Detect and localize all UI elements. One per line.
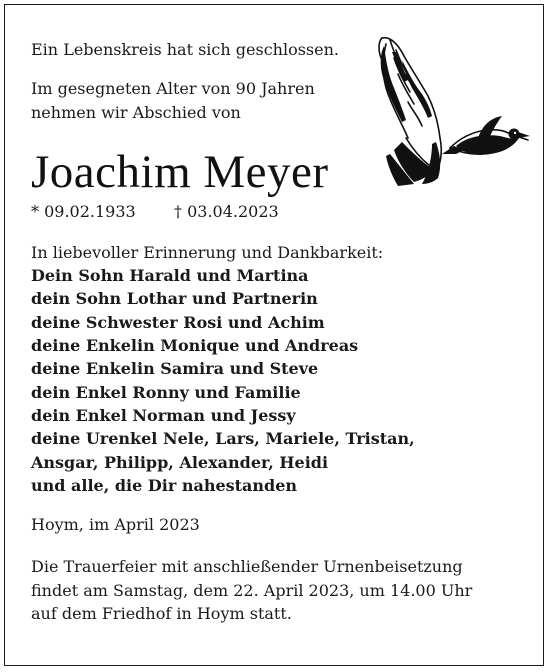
family-line: dein Sohn Lothar und Partnerin [31,289,318,309]
family-line: und alle, die Dir nahestanden [31,475,298,495]
obituary-content [31,38,521,625]
family-line: deine Enkelin Monique und Andreas [31,336,359,356]
age-line-2: nehmen wir Abschied von [31,102,241,122]
family-line: deine Schwester Rosi und Achim [31,312,325,332]
family-line: deine Enkelin Samira und Steve [31,359,319,379]
death-date: † 03.04.2023 [174,201,279,221]
family-line: dein Enkel Norman und Jessy [31,405,296,425]
age-announcement [31,77,521,124]
place-date: Hoym, im April 2023 [31,515,200,535]
ceremony-line-2: findet am Samstag, dem 22. April 2023, um 14.00 Uhr [31,580,473,600]
family-line: deine Urenkel Nele, Lars, Mariele, Tristan, [31,429,415,449]
memory-heading: In liebevoller Erinnerung und Dankbarkeit: [31,242,384,262]
family-line: Dein Sohn Harald und Martina [31,266,309,286]
ceremony-info [31,555,521,625]
family-list [31,264,521,497]
age-line-1: Im gesegneten Alter von 90 Jahren [31,79,315,99]
life-dates [31,202,521,222]
intro-text: Ein Lebenskreis hat sich geschlossen. [31,40,339,59]
ceremony-line-1: Die Trauerfeier mit anschließender Urnenbeisetzung [31,557,463,577]
family-line: dein Enkel Ronny und Familie [31,382,301,402]
family-line: Ansgar, Philipp, Alexander, Heidi [31,452,329,472]
deceased-name: Joachim Meyer [31,145,329,198]
ceremony-line-3: auf dem Friedhof in Hoym statt. [31,604,292,624]
memory-section [31,241,521,497]
birth-date: * 09.02.1933 [31,201,136,221]
